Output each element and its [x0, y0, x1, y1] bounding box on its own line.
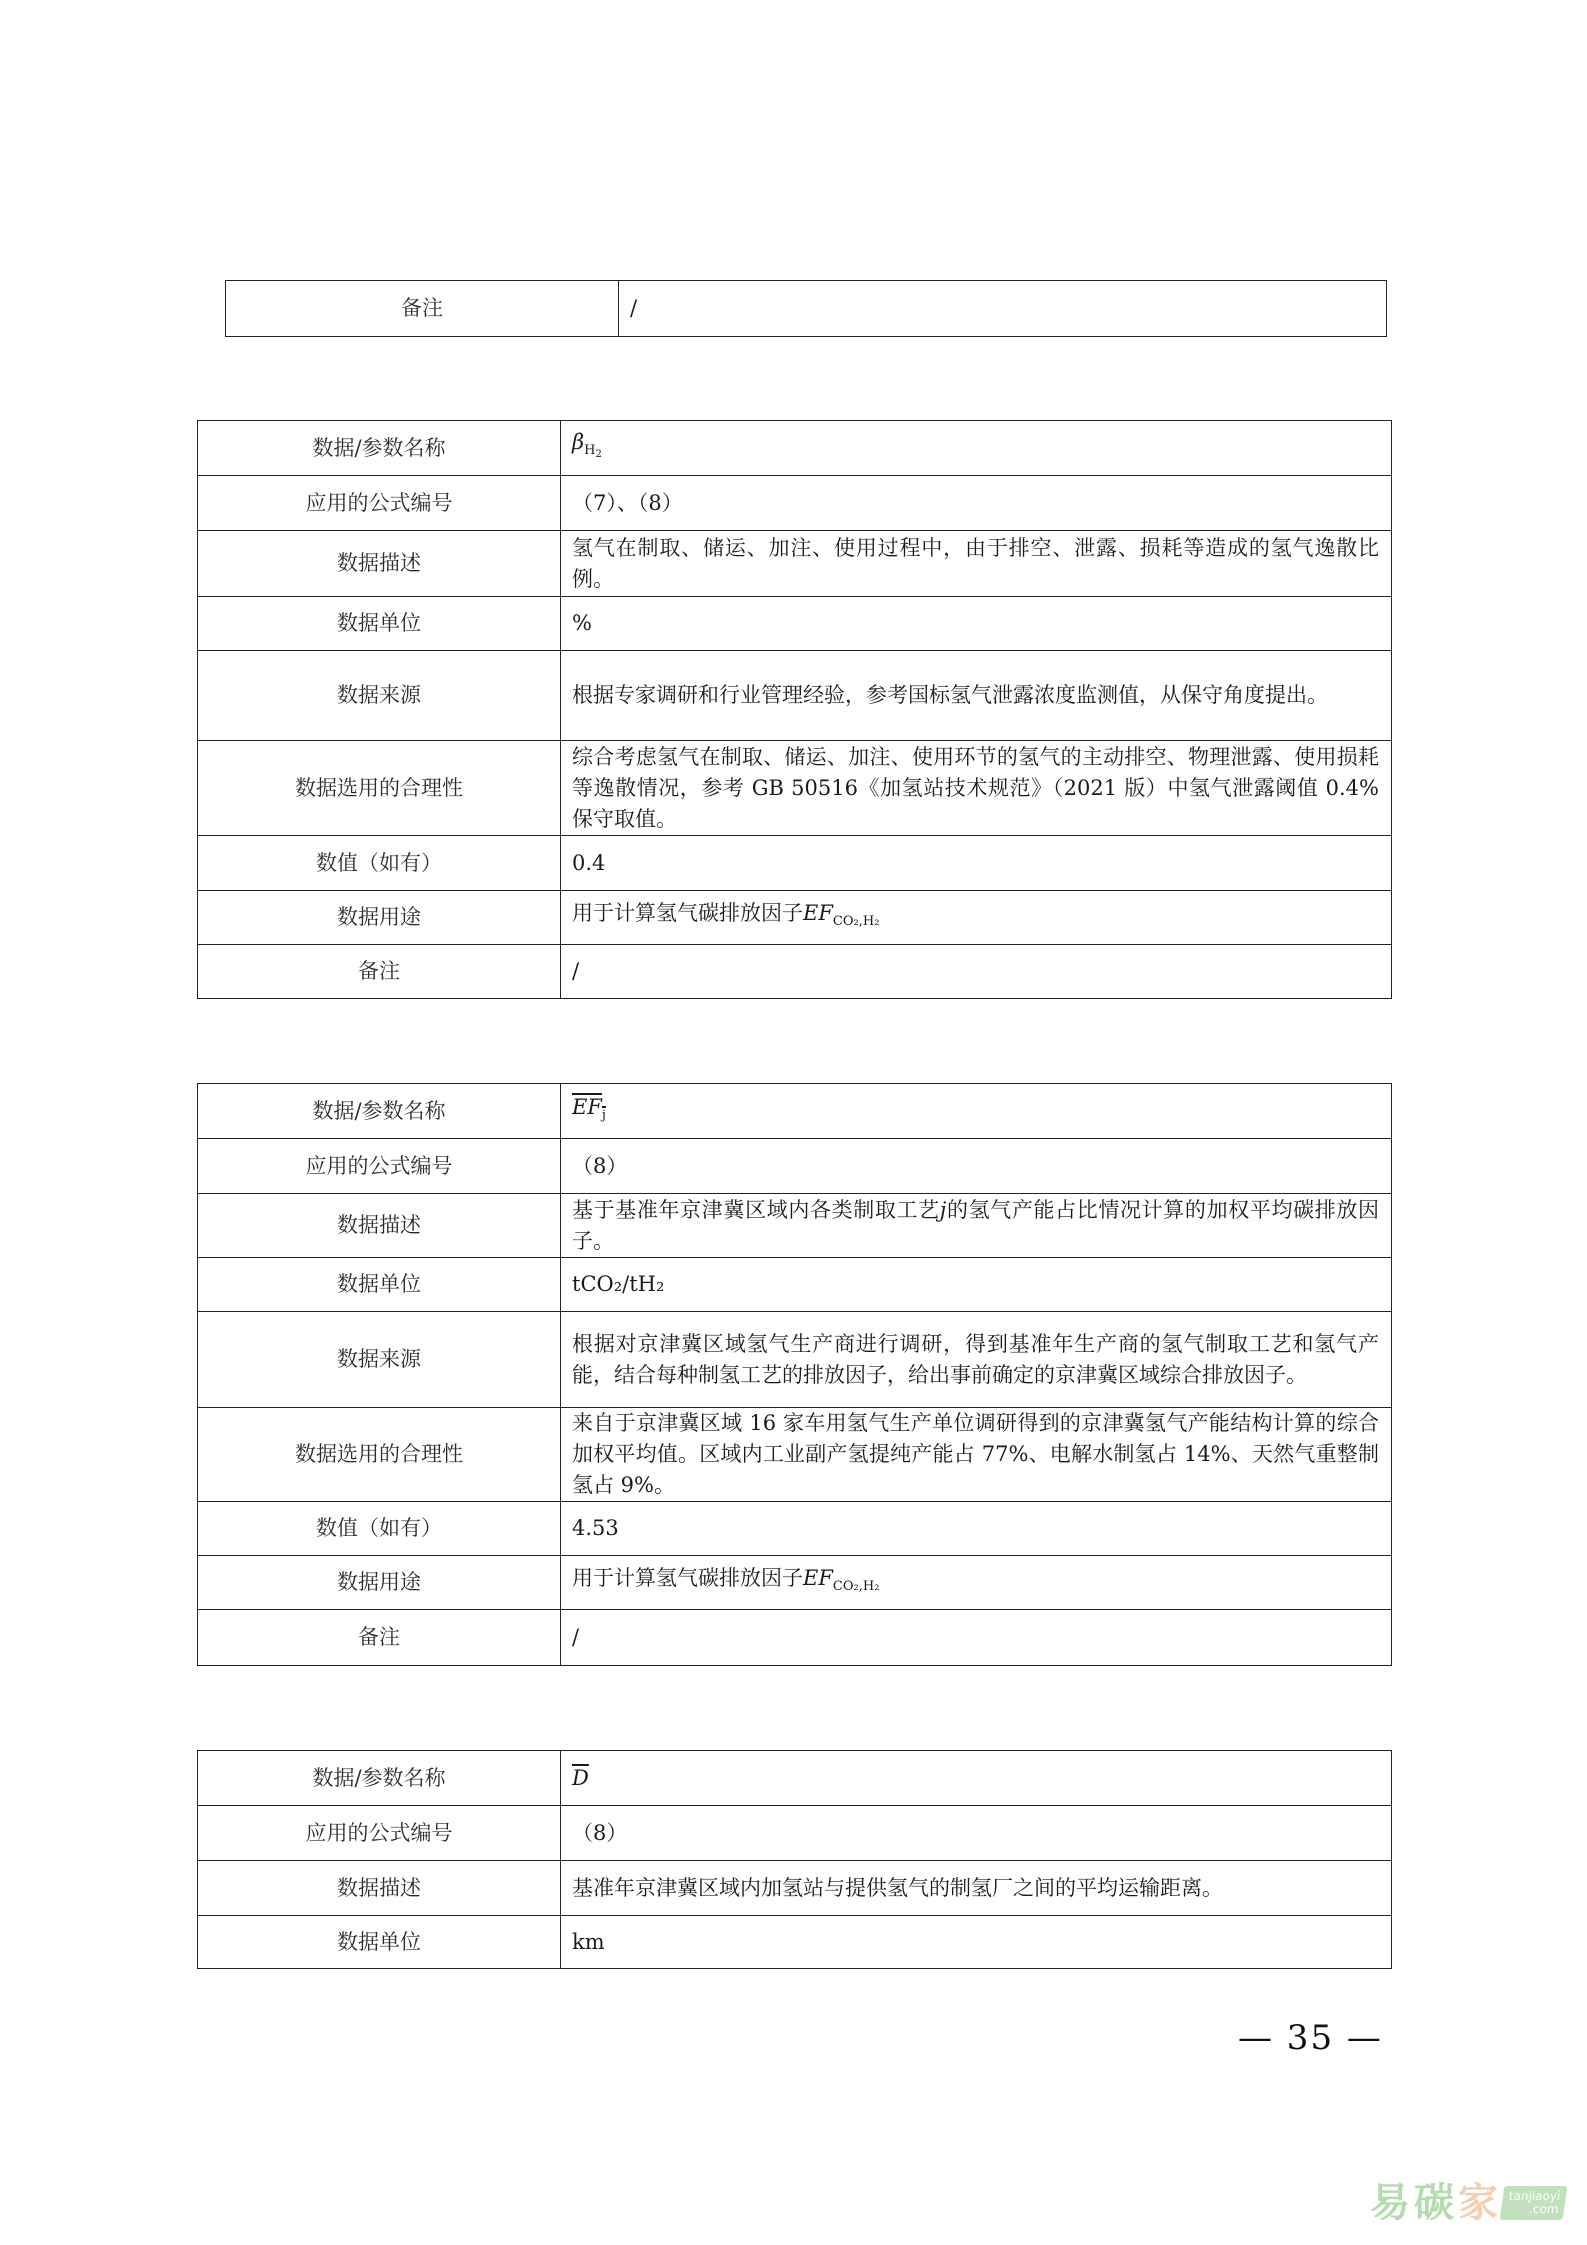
row-value: 用于计算氢气碳排放因子$EF_{CO_2,H_2}$ [561, 891, 1392, 945]
table-row [198, 1258, 1392, 1312]
row-value: （7）、（8） [561, 476, 1392, 531]
table-row [198, 476, 1392, 531]
row-value: （8） [561, 1139, 1392, 1194]
table-row [198, 1408, 1392, 1502]
row-label: 应用的公式编号 [198, 1806, 561, 1861]
parameter-table-beta-h2 [197, 420, 1392, 999]
row-label: 数据用途 [198, 891, 561, 945]
ef-symbol: EF [803, 1566, 833, 1590]
row-label: 备注 [198, 945, 561, 999]
row-value: 氢气在制取、储运、加注、使用过程中，由于排空、泄露、损耗等造成的氢气逸散比例。 [561, 531, 1392, 597]
watermark-logo [1370, 2178, 1565, 2228]
row-label: 数据/参数名称 [198, 421, 561, 476]
parameter-symbol [561, 421, 1392, 476]
table-row [198, 836, 1392, 891]
table-row [198, 1751, 1392, 1806]
table-row [198, 741, 1392, 836]
row-label: 数据/参数名称 [198, 1084, 561, 1139]
table-row [198, 1806, 1392, 1861]
row-label: 数据用途 [198, 1556, 561, 1610]
table-row [198, 1084, 1392, 1139]
page-number: — 35 — [1238, 2018, 1383, 2058]
ef-symbol: EF [803, 901, 833, 925]
row-value: / [561, 945, 1392, 999]
symbol-base: β [572, 429, 585, 454]
parameter-table-d [197, 1750, 1392, 1969]
row-value: 来自于京津冀区域 16 家车用氢气生产单位调研得到的京津冀氢气产能结构计算的综合加权平均值。区域内工业副产氢提纯产能占 77%、电解水制氢占 14%、天然气重整制氢占 9%。 [561, 1408, 1392, 1502]
ef-subscript: CO₂,H₂ [832, 1579, 880, 1594]
row-label: 数据单位 [198, 1916, 561, 1969]
row-value: / [619, 281, 1387, 337]
row-label: 数据选用的合理性 [198, 1408, 561, 1502]
watermark-char: 家 [1458, 2180, 1498, 2226]
row-label: 数据描述 [198, 1194, 561, 1258]
table-row [198, 1312, 1392, 1408]
row-label: 应用的公式编号 [198, 1139, 561, 1194]
row-value: （8） [561, 1806, 1392, 1861]
row-value: 0.4 [561, 836, 1392, 891]
parameter-table-ef-j [197, 1083, 1392, 1666]
table-row [198, 1194, 1392, 1258]
symbol-base: $EF_j$ [572, 1094, 606, 1123]
watermark-char: 易 [1370, 2180, 1410, 2226]
row-label: 数据描述 [198, 531, 561, 597]
table-row [198, 891, 1392, 945]
table-row [198, 1556, 1392, 1610]
table-row [226, 281, 1387, 337]
row-value: 综合考虑氢气在制取、储运、加注、使用环节的氢气的主动排空、物理泄露、使用损耗等逸散情况，参考 GB 50516《加氢站技术规范》（2021 版）中氢气泄露阈值 0.4%保守取值。 [561, 741, 1392, 836]
row-value: tCO₂/tH₂ [561, 1258, 1392, 1312]
row-label: 数据单位 [198, 597, 561, 651]
row-label: 数据来源 [198, 1312, 561, 1408]
row-value: 根据对京津冀区域氢气生产商进行调研，得到基准年生产商的氢气制取工艺和氢气产能，结合每种制氢工艺的排放因子，给出事前确定的京津冀区域综合排放因子。 [561, 1312, 1392, 1408]
watermark-char: 碳 [1414, 2180, 1454, 2226]
watermark-badge: tanjiaoyi .com [1500, 2186, 1568, 2220]
ef-subscript: CO₂,H₂ [832, 914, 880, 929]
row-label: 备注 [226, 281, 619, 337]
table-row [198, 1916, 1392, 1969]
row-value: 基于基准年京津冀区域内各类制取工艺j的氢气产能占比情况计算的加权平均碳排放因子。 [561, 1194, 1392, 1258]
row-value: 基准年京津冀区域内加氢站与提供氢气的制氢厂之间的平均运输距离。 [561, 1861, 1392, 1916]
row-label: 数值（如有） [198, 836, 561, 891]
table-row [198, 1139, 1392, 1194]
table-row [198, 651, 1392, 741]
table-row [198, 597, 1392, 651]
row-label: 数据单位 [198, 1258, 561, 1312]
parameter-table-remark [225, 280, 1387, 337]
symbol-base: $\overline{D}$ [572, 1765, 589, 1790]
row-label: 备注 [198, 1610, 561, 1666]
row-value: % [561, 597, 1392, 651]
row-value: / [561, 1610, 1392, 1666]
table-row [198, 1610, 1392, 1666]
table-row [198, 1502, 1392, 1556]
table-row [198, 945, 1392, 999]
table-row [198, 421, 1392, 476]
symbol-subscript: H2 [584, 442, 602, 460]
row-label: 数据描述 [198, 1861, 561, 1916]
row-label: 应用的公式编号 [198, 476, 561, 531]
table-row [198, 1861, 1392, 1916]
row-value: 4.53 [561, 1502, 1392, 1556]
row-label: 数据来源 [198, 651, 561, 741]
row-value: 用于计算氢气碳排放因子$EF_{CO_2,H_2}$ [561, 1556, 1392, 1610]
table-row [198, 531, 1392, 597]
row-label: 数据选用的合理性 [198, 741, 561, 836]
row-label: 数值（如有） [198, 1502, 561, 1556]
row-label: 数据/参数名称 [198, 1751, 561, 1806]
parameter-symbol [561, 1084, 1392, 1139]
row-value: km [561, 1916, 1392, 1969]
row-value: 根据专家调研和行业管理经验，参考国标氢气泄露浓度监测值，从保守角度提出。 [561, 651, 1392, 741]
parameter-symbol [561, 1751, 1392, 1806]
